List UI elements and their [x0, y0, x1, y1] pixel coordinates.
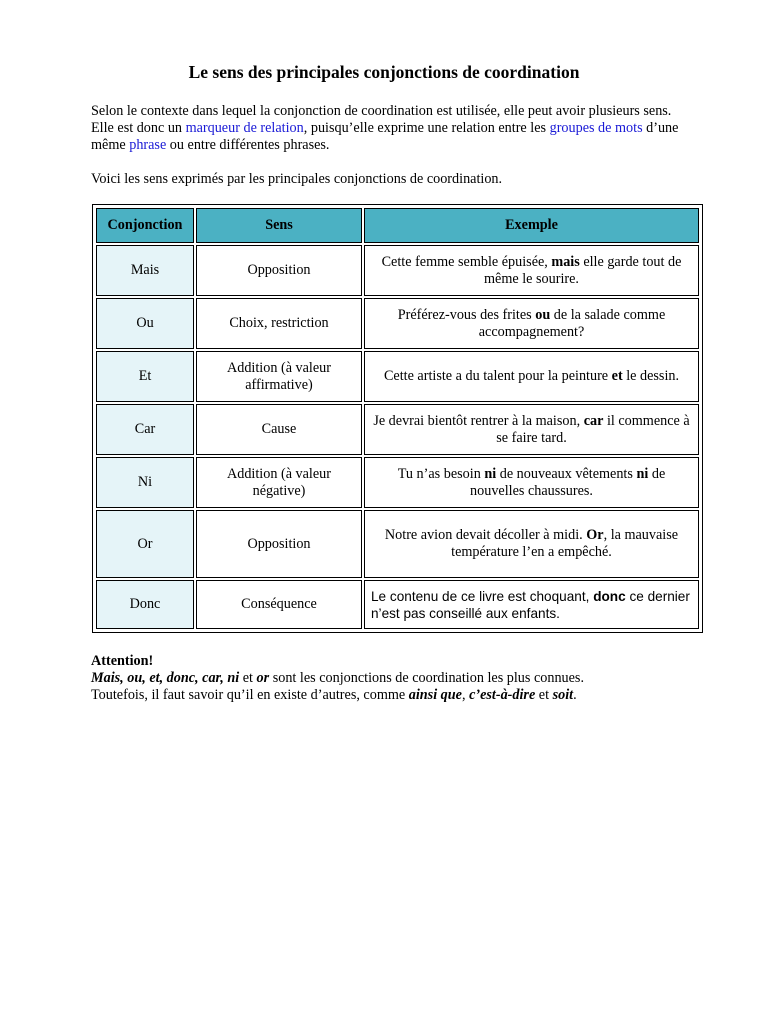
attention-line-1: Mais, ou, et, donc, car, ni et or sont les conjonctions de coordination les plus connues. — [91, 670, 585, 686]
table-row — [96, 457, 699, 508]
cell-conjonction: Ou — [96, 298, 194, 349]
cell-exemple: Je devrai bientôt rentrer à la maison, car il commence à se faire tard. — [364, 404, 699, 455]
page-title: Le sens des principales conjonctions de coordination — [188, 62, 580, 82]
link-groupes-de-mots[interactable]: groupes de mots — [549, 120, 643, 136]
cell-exemple: Cette artiste a du talent pour la peinture et le dessin. — [364, 351, 699, 402]
cell-sens: Opposition — [196, 245, 362, 296]
cell-conjonction: Et — [96, 351, 194, 402]
cell-exemple: Le contenu de ce livre est choquant, donc ce dernier n’est pas conseillé aux enfants. — [364, 580, 699, 629]
cell-conjonction: Donc — [96, 580, 194, 629]
intro-text-2: , puisqu’elle exprime une relation entre les — [303, 120, 550, 136]
table-row — [96, 510, 699, 578]
cell-sens: Addition (à valeur affirmative) — [196, 351, 362, 402]
intro-text-1: Selon le contexte dans lequel la conjonction de coordination est utilisée, elle peut avoir plusieurs sens. Elle est donc un — [91, 103, 672, 136]
table-row — [96, 245, 699, 296]
cell-sens: Conséquence — [196, 580, 362, 629]
cell-sens: Choix, restriction — [196, 298, 362, 349]
attention-line-2: Toutefois, il faut savoir qu’il en existe d’autres, comme ainsi que, c’est-à-dire et soit. — [91, 687, 577, 703]
header-conjonction: Conjonction — [96, 208, 194, 243]
table-row — [96, 351, 699, 402]
attention-heading: Attention! — [91, 653, 154, 669]
cell-exemple: Cette femme semble épuisée, mais elle garde tout de même le sourire. — [364, 245, 699, 296]
cell-sens: Addition (à valeur négative) — [196, 457, 362, 508]
cell-conjonction: Ni — [96, 457, 194, 508]
table-row — [96, 298, 699, 349]
table-row — [96, 404, 699, 455]
attention-note — [91, 653, 711, 704]
link-phrase[interactable]: phrase — [129, 137, 167, 153]
cell-conjonction: Car — [96, 404, 194, 455]
conjunction-table — [92, 204, 703, 633]
intro-text-3: d’une même — [91, 120, 679, 153]
cell-conjonction: Or — [96, 510, 194, 578]
cell-exemple: Notre avion devait décoller à midi. Or, la mauvaise température l’en a empêché. — [364, 510, 699, 578]
intro-text-4: ou entre différentes phrases. — [166, 137, 330, 153]
cell-sens: Cause — [196, 404, 362, 455]
cell-exemple: Tu n’as besoin ni de nouveaux vêtements ni de nouvelles chaussures. — [364, 457, 699, 508]
lead-paragraph: Voici les sens exprimés par les principales conjonctions de coordination. — [91, 171, 503, 187]
header-sens: Sens — [196, 208, 362, 243]
cell-sens: Opposition — [196, 510, 362, 578]
cell-exemple: Préférez-vous des frites ou de la salade comme accompagnement? — [364, 298, 699, 349]
link-marqueur-de-relation[interactable]: marqueur de relation — [185, 120, 304, 136]
table-header-row — [96, 208, 699, 243]
cell-conjonction: Mais — [96, 245, 194, 296]
intro-paragraph — [91, 103, 691, 154]
header-exemple: Exemple — [364, 208, 699, 243]
table-row — [96, 580, 699, 629]
